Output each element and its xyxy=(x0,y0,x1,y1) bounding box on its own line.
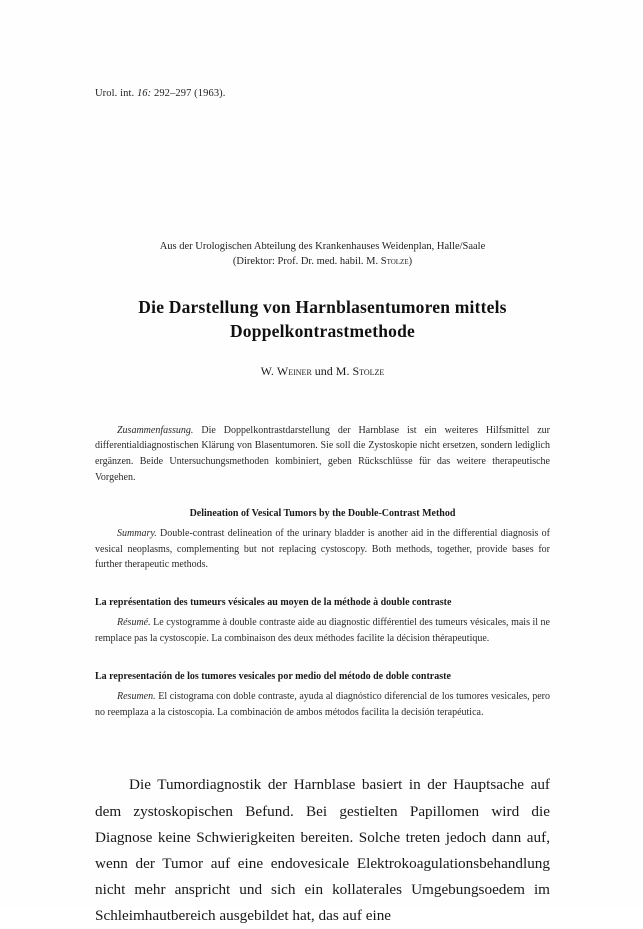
journal-year: (1963). xyxy=(194,88,226,99)
abstract-english xyxy=(95,526,550,573)
abstract-spanish-lead: Resumen. xyxy=(117,690,156,702)
body-section xyxy=(95,772,550,929)
journal-pages: 292–297 xyxy=(153,88,192,99)
page-title xyxy=(95,296,550,343)
journal-name: Urol. int. xyxy=(95,88,135,99)
abstracts-section xyxy=(95,423,550,721)
abstract-french-heading: La représentation des tumeurs vésicales au moyen de la méthode à double contraste xyxy=(95,597,452,609)
director-prefix: (Direktor: Prof. Dr. med. habil. M. xyxy=(232,256,381,268)
title-line-2: Doppelkontrastmethode xyxy=(229,321,416,342)
body-paragraph-1: Die Tumordiagnostik der Harnblase basiert in der Hauptsache auf dem zystoskopischen Befund. Bei gestielten Papillomen wird die Diagnose keine Schwierigkeiten bereiten. Solche treten jedoch dann auf, wenn der Tumor auf eine endovesicale Elektrokoagulationsbehandlung nicht mehr anspricht und sich ein kollaterales Umgebungsoedem im Schleimhautbereich ausgebildet hat, das auf eine xyxy=(95,776,550,925)
journal-reference xyxy=(95,88,550,99)
abstract-french-lead: Résumé. xyxy=(117,617,151,629)
article-content xyxy=(95,88,550,929)
author-1-name: Weiner xyxy=(276,363,312,378)
affiliation-line-1: Aus der Urologischen Abteilung des Krankenhauses Weidenplan, Halle/Saale xyxy=(159,241,486,252)
abstract-english-heading: Delineation of Vesical Tumors by the Double-Contrast Method xyxy=(189,507,456,519)
abstract-german-text: Die Doppelkontrastdarstellung der Harnblase ist ein weiteres Hilfsmittel zur differentialdiagnostischen Klärung von Blasentumoren. Sie soll die Zystoskopie nicht ersetzen, sondern lediglich ergänzen. Beide Untersuchungsmethoden kombiniert, geben Rückschlüsse für das weitere therapeutische Vorgehen. xyxy=(95,424,550,484)
author-2-name: Stolze xyxy=(352,363,385,378)
abstract-french-text: Le cystogramme à double contraste aide au diagnostic différentiel des tumeurs vésicales, mais il ne remplace pas la cystoscopie. La combinaison des deux méthodes facilite la décision thérapeutique. xyxy=(95,617,550,645)
author-1-initial: W. xyxy=(260,363,277,378)
abstract-german xyxy=(95,423,550,486)
journal-volume: 16: xyxy=(136,88,152,99)
director-name: Stolze xyxy=(380,256,409,268)
affiliation xyxy=(95,239,550,269)
abstract-german-lead: Zusammenfassung. xyxy=(117,424,194,436)
author-list xyxy=(95,364,550,379)
author-2-initial: M. xyxy=(335,363,353,378)
author-conjunction: und xyxy=(311,363,336,378)
abstract-english-lead: Summary. xyxy=(117,527,157,539)
abstract-english-text: Double-contrast delineation of the urinary bladder is another aid in the differential diagnosis of vesical neoplasms, complementing but not replacing cystoscopy. Both methods, together, provide bases for further therapeutic methods. xyxy=(95,527,550,571)
abstract-spanish xyxy=(95,689,550,721)
director-suffix: ) xyxy=(408,256,413,268)
abstract-spanish-text: El cistograma con doble contraste, ayuda al diagnóstico diferencial de los tumores vesicales, pero no reemplaza a la cistoscopia. La combinación de ambos métodos facilita la decisión terapéutica. xyxy=(95,690,550,718)
affiliation-line-2 xyxy=(95,254,550,269)
abstract-spanish-heading: La representación de los tumores vesicales por medio del método de doble contraste xyxy=(95,670,451,682)
title-line-1: Die Darstellung von Harnblasentumoren mittels xyxy=(138,297,507,318)
abstract-french xyxy=(95,615,550,647)
